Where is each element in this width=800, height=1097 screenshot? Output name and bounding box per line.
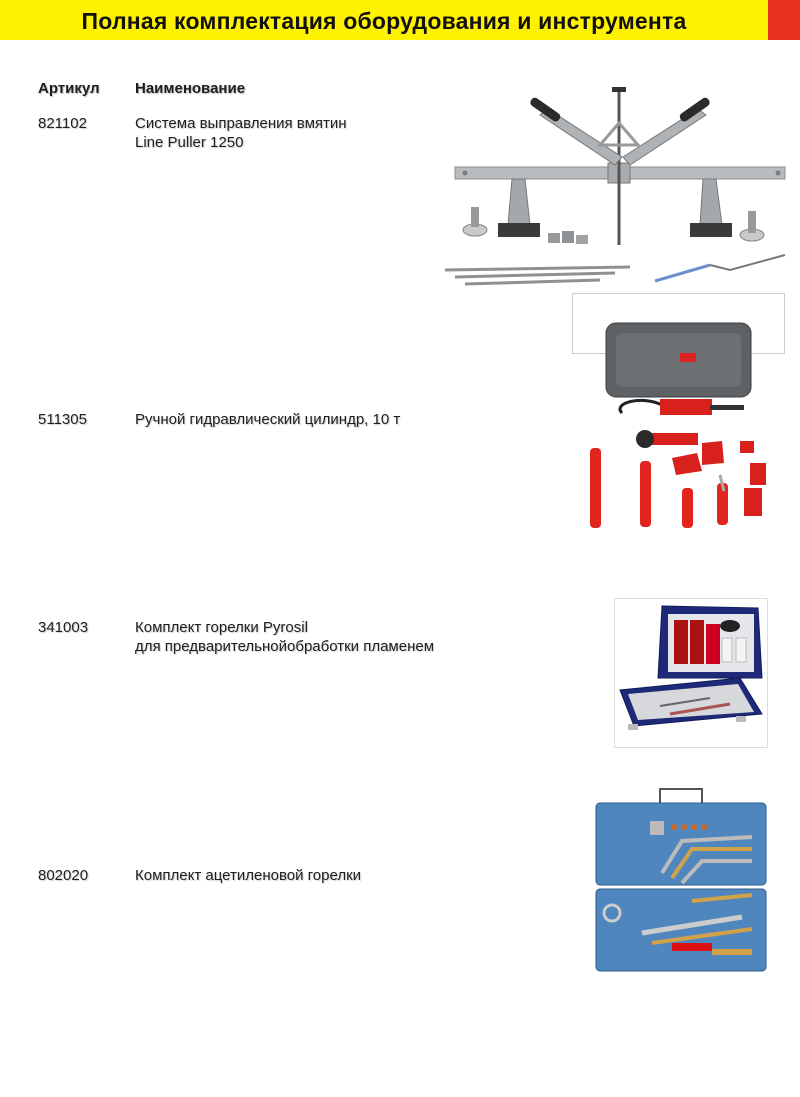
item-name [135, 866, 361, 885]
item-name-line: Ручной гидравлический цилиндр, 10 т [135, 411, 401, 428]
item-name [135, 618, 434, 656]
acetylene-torch-case-icon [592, 783, 770, 975]
item-name-line: Комплект горелки Pyrosil [135, 619, 308, 636]
item-name-line: для предварительнойобработки пламенем [135, 638, 435, 655]
item-name-line: Line Puller 1250 [135, 134, 244, 151]
column-header-name: Наименование [135, 80, 246, 97]
item-article: 802020 [38, 867, 89, 884]
item-article: 341003 [38, 619, 89, 636]
item-article: 511305 [38, 411, 87, 428]
pyrosil-burner-case-icon [610, 598, 768, 748]
header-accent-block [768, 0, 800, 40]
item-name [135, 114, 347, 152]
dent-puller-system-icon [440, 85, 795, 290]
page-title: Полная комплектация оборудования и инструмента [81, 8, 687, 34]
hydraulic-cylinder-kit-icon [572, 293, 785, 535]
item-name-line: Комплект ацетиленовой горелки [135, 867, 362, 884]
column-header-article: Артикул [38, 80, 100, 97]
item-name [135, 410, 400, 429]
page-header [0, 0, 800, 40]
item-article: 821102 [38, 115, 87, 132]
item-name-line: Система выправления вмятин [135, 115, 347, 132]
